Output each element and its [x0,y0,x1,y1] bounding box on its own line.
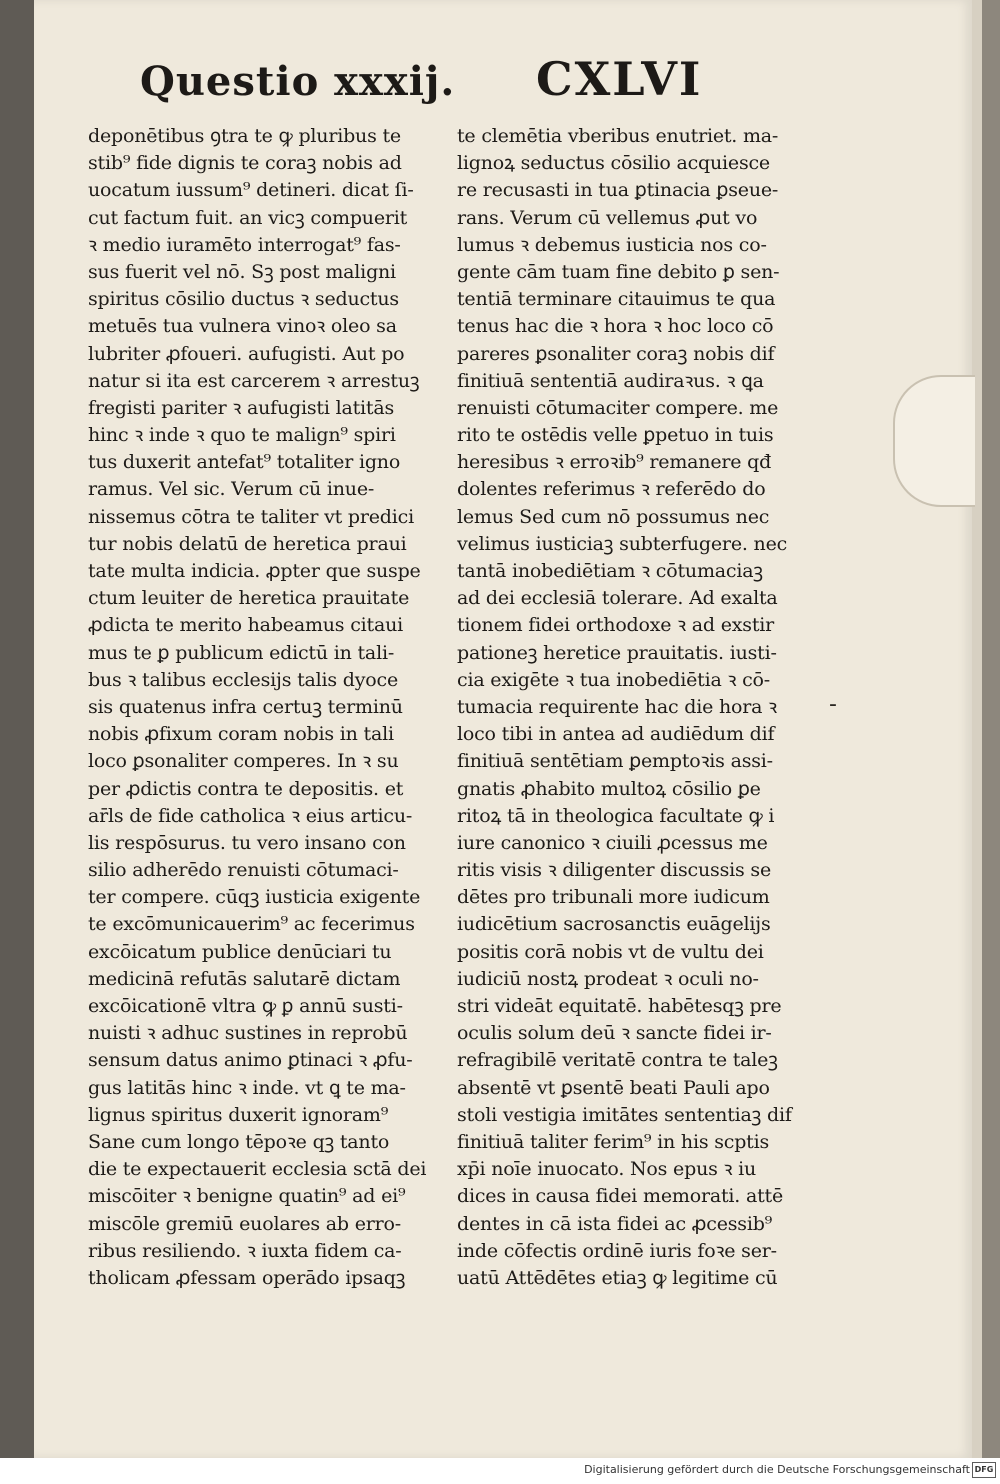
text-line: ꝛ medio iuramēto interrogat⁹ fas- [88,233,401,256]
text-line: tenus hac die ꝛ hora ꝛ hoc loco cō [457,315,774,338]
text-line: sus fuerit vel nō. Sꝫ post maligni [88,260,396,283]
text-line: tantā inobediētiam ꝛ cōtumaciaꝫ [457,560,763,582]
text-line: oculis solum deū ꝛ sancte fidei ir- [457,1022,772,1045]
text-line: tentiā terminare citauimus te qua [457,288,776,311]
footer-credit: Digitalisierung gefördert durch die Deutsche Forschungsgemeinschaft [584,1463,970,1476]
text-column-left [88,123,448,1292]
text-line: nissemus cōtra te taliter vt predici [88,505,414,528]
text-line: finitiuā sentētiam ꝑemptoꝛis assi- [457,750,773,773]
text-line: tionem fidei orthodoxe ꝛ ad exstir [457,614,775,637]
text-line: per ꝓdictis contra te depositis. et [88,777,404,800]
text-line: silio adherēdo renuisti cōtumaci- [88,859,399,882]
text-line: inde cōfectis ordinē iuris foꝛe ser- [457,1239,777,1262]
text-line: stoli vestigia imitātes sententiaꝫ dif [457,1103,792,1126]
text-line: tholicam ꝓfessam operādo ipsaqꝫ [88,1266,406,1289]
text-line: lubriter ꝓfoueri. aufugisti. Aut po [88,342,405,365]
text-line: ritis visis ꝛ diligenter discussis se [457,859,772,882]
folio-number: CXLVI [536,52,703,106]
text-line: gente cām tuam fine debito ꝑ sen- [457,260,780,283]
text-line: gus latitās hinc ꝛ inde. vt ꝗ te ma- [88,1076,406,1099]
text-line: excōicationē vltra ꝙ ꝑ annū susti- [88,995,403,1017]
text-line: nuisti ꝛ adhuc sustines in reprobū [88,1022,408,1045]
text-line: lumus ꝛ debemus iusticia nos co- [457,233,767,256]
text-line: ad dei ecclesiā tolerare. Ad exalta [457,587,778,610]
text-line: uatū Attēdētes etiaꝫ ꝙ legitime cū [457,1266,778,1289]
text-line: nobis ꝓfixum coram nobis in tali [88,723,394,746]
text-line: ctum leuiter de heretica prauitate [88,587,410,610]
text-line: gnatis ꝓhabito multoꝝ cōsilio ꝑe [457,777,761,800]
text-line: cut factum fuit. an vicꝫ compuerit [88,206,408,229]
text-line: finitiuā taliter ferim⁹ in his scptis [457,1130,770,1153]
text-line: iudiciū nostꝝ prodeat ꝛ oculi no- [457,967,759,990]
margin-mark: - [829,692,837,717]
text-line: loco ꝑsonaliter comperes. In ꝛ su [88,750,399,773]
page-edge-strip [972,0,982,1458]
bookmark-tab [893,375,975,507]
text-line: mus te ꝑ publicum edictū in tali- [88,641,395,664]
text-line: lignoꝝ seductus cōsilio acquiesce [457,152,770,175]
text-line: rito te ostēdis velle ꝑpetuo in tuis [457,424,774,447]
text-line: ꝓdicta te merito habeamus citaui [88,614,403,637]
text-line: dentes in cā ista fidei ac ꝓcessib⁹ [457,1212,773,1235]
text-line: finitiuā sententiā audiraꝛus. ꝛ ꝗa [457,369,764,392]
text-line: stib⁹ fide dignis te coraꝫ nobis ad [88,152,402,175]
text-line: bus ꝛ talibus ecclesijs talis dyoce [88,668,399,691]
text-line: spiritus cōsilio ductus ꝛ seductus [88,288,399,311]
page-stack-edge [972,0,1000,1458]
text-line: ter compere. cūqꝫ iusticia exigente [88,886,421,909]
text-line: heresibus ꝛ erroꝛib⁹ remanere qđ [457,451,772,474]
text-line: ritoꝝ tā in theologica facultate ꝙ i [457,804,775,827]
text-line: stri videāt equitatē. habētesqꝫ pre [457,995,782,1017]
text-column-right [457,123,817,1292]
text-line: pationeꝫ heretice prauitatis. iusti- [457,641,777,664]
running-title: Questio xxxij. [140,58,456,105]
text-line: miscōle gremiū euolares ab erro- [88,1212,401,1235]
text-line: miscōiter ꝛ benigne quatin⁹ ad ei⁹ [88,1185,406,1208]
text-line: iudicētium sacrosanctis euāgelijs [457,913,771,936]
text-line: metuēs tua vulnera vinoꝛ oleo sa [88,315,397,338]
text-line: dētes pro tribunali more iudicum [457,886,770,909]
text-line: fregisti pariter ꝛ aufugisti latitās [88,396,395,419]
text-line: hinc ꝛ inde ꝛ quo te malign⁹ spiri [88,424,396,447]
text-line: tate multa indicia. ꝓpter que suspe [88,560,421,582]
text-line: medicinā refutās salutarē dictam [88,967,401,990]
text-line: positis corā nobis vt de vultu dei [457,940,764,963]
text-line: loco tibi in antea ad audiēdum dif [457,723,775,746]
text-line: sensum datus animo ꝑtinaci ꝛ ꝓfu- [88,1049,413,1072]
text-line: uocatum iussum⁹ detineri. dicat ſi- [88,179,414,202]
text-line: re recusasti in tua ꝑtinacia ꝑseue- [457,179,779,202]
text-line: velimus iusticiaꝫ subterfugere. nec [457,532,788,555]
text-line: iure canonico ꝛ ciuili ꝓcessus me [457,831,768,854]
text-line: dolentes referimus ꝛ referēdo do [457,478,766,501]
text-line: lis respōsurus. tu vero insano con [88,831,406,854]
text-line: dices in causa fidei memorati. attē [457,1185,783,1208]
text-line: tur nobis delatū de heretica praui [88,532,407,555]
text-line: excōicatum publice denūciari tu [88,940,392,963]
text-line: absentē vt ꝑsentē beati Pauli apo [457,1076,770,1099]
text-line: lemus Sed cum nō possumus nec [457,505,770,528]
text-line: lignus spiritus duxerit ignoram⁹ [88,1103,389,1126]
text-line: pareres ꝑsonaliter coraꝫ nobis dif [457,342,775,365]
text-line: cia exigēte ꝛ tua inobediētia ꝛ cō- [457,668,770,691]
text-line: rans. Verum cū vellemus ꝓut vo [457,206,758,229]
footer-bar [0,1458,1000,1484]
text-line: te excōmunicauerim⁹ ac fecerimus [88,913,415,936]
text-line: deponētibus ꝯtra te ꝙ pluribus te [88,125,401,147]
dfg-logo: DFG [972,1462,996,1478]
text-line: sis quatenus infra certuꝫ terminū [88,695,403,718]
text-line: xp̄i noīe inuocato. Nos epus ꝛ iu [457,1158,757,1181]
text-line: tus duxerit antefat⁹ totaliter igno [88,451,401,474]
text-line: refragibilē veritatē contra te taleꝫ [457,1049,778,1072]
text-line: die te expectauerit ecclesia sctā dei [88,1158,427,1181]
text-line: ribus resiliendo. ꝛ iuxta fidem ca- [88,1239,402,1262]
text-line: tumacia requirente hac die hora ꝛ [457,695,777,718]
text-line: Sane cum longo tēpoꝛe qꝫ tanto [88,1130,390,1153]
text-line: ramus. Vel sic. Verum cū inue- [88,478,375,501]
text-line: te clemētia vberibus enutriet. ma- [457,125,779,147]
text-line: ar̄ls de fide catholica ꝛ eius articu- [88,804,413,827]
text-line: renuisti cōtumaciter compere. me [457,396,779,419]
text-line: natur si ita est carcerem ꝛ arrestuꝫ [88,369,420,392]
